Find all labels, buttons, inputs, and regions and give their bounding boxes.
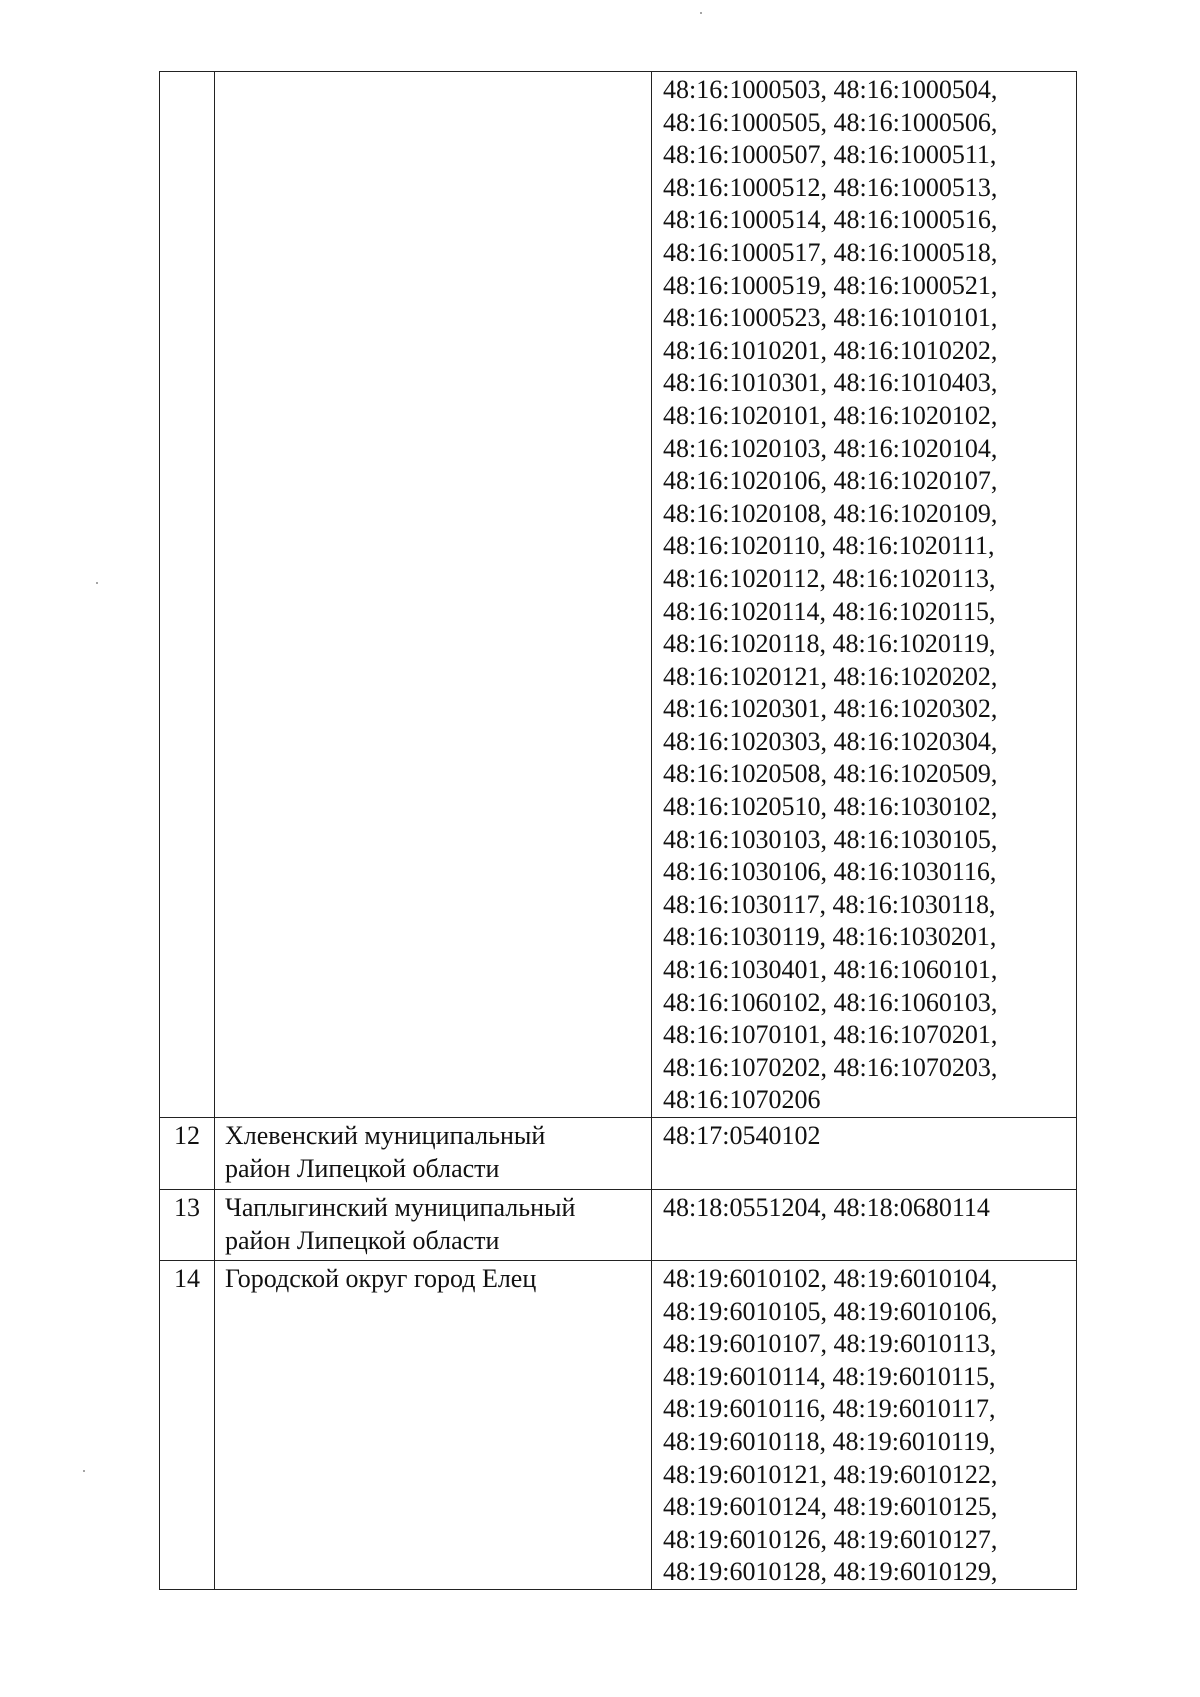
row-number: 14	[174, 1264, 200, 1293]
cadastral-code-line: 48:16:1030106, 48:16:1030116,	[663, 857, 997, 887]
cadastral-code-line: 48:16:1020301, 48:16:1020302,	[663, 694, 998, 724]
cadastral-code-line: 48:19:6010121, 48:19:6010122,	[663, 1459, 998, 1489]
cadastral-code-line: 48:16:1020108, 48:16:1020109,	[663, 498, 998, 528]
cadastral-code-line: 48:16:1000507, 48:16:1000511,	[663, 140, 997, 170]
cadastral-code-line: 48:18:0551204, 48:18:0680114	[663, 1193, 990, 1222]
municipality-name-cell	[215, 1261, 652, 1590]
row-number: 13	[174, 1193, 200, 1222]
cadastral-code-line: 48:16:1000503, 48:16:1000504,	[663, 75, 998, 104]
cadastral-code-line: 48:16:1000523, 48:16:1010101,	[663, 303, 998, 333]
cadastral-codes-cell	[652, 1190, 1077, 1261]
cadastral-code-line: 48:19:6010126, 48:19:6010127,	[663, 1524, 998, 1554]
cadastral-code-line: 48:16:1020112, 48:16:1020113,	[663, 563, 996, 593]
cadastral-code-line: 48:19:6010107, 48:19:6010113,	[663, 1329, 997, 1359]
cadastral-code-line: 48:16:1070101, 48:16:1070201,	[663, 1020, 998, 1050]
cadastral-code-line: 48:19:6010118, 48:19:6010119,	[663, 1426, 996, 1456]
scan-speck	[83, 1470, 85, 1472]
cadastral-code-line: 48:19:6010116, 48:19:6010117,	[663, 1394, 996, 1424]
cadastral-code-line: 48:19:6010128, 48:19:6010129,	[663, 1557, 998, 1587]
row-number-cell	[160, 1261, 215, 1590]
row-number-cell	[160, 72, 215, 1118]
cadastral-code-line: 48:19:6010105, 48:19:6010106,	[663, 1296, 998, 1326]
municipality-name-line: район Липецкой области	[225, 1153, 500, 1183]
cadastral-code-line: 48:16:1000505, 48:16:1000506,	[663, 107, 998, 137]
table-row	[160, 1261, 1077, 1590]
cadastral-code-line: 48:16:1000519, 48:16:1000521,	[663, 270, 998, 300]
cadastral-code-line: 48:16:1020110, 48:16:1020111,	[663, 531, 995, 561]
cadastral-code-line: 48:19:6010114, 48:19:6010115,	[663, 1361, 996, 1391]
cadastral-code-line: 48:16:1020118, 48:16:1020119,	[663, 629, 996, 659]
cadastral-code-line: 48:19:6010124, 48:19:6010125,	[663, 1492, 998, 1522]
cadastral-codes-cell	[652, 1261, 1077, 1590]
cadastral-code-line: 48:16:1020114, 48:16:1020115,	[663, 596, 996, 626]
cadastral-code-line: 48:16:1030117, 48:16:1030118,	[663, 889, 996, 919]
cadastral-code-line: 48:16:1070202, 48:16:1070203,	[663, 1052, 998, 1082]
cadastral-code-line: 48:16:1030103, 48:16:1030105,	[663, 824, 998, 854]
cadastral-code-line: 48:16:1030119, 48:16:1030201,	[663, 922, 997, 952]
municipality-name-cell	[215, 1118, 652, 1190]
table-row	[160, 1190, 1077, 1261]
cadastral-code-line: 48:19:6010102, 48:19:6010104,	[663, 1264, 998, 1293]
cadastral-code-line: 48:16:1020510, 48:16:1030102,	[663, 792, 998, 822]
municipality-name-line: Чаплыгинский муниципальный	[225, 1193, 576, 1222]
municipality-name-cell	[215, 1190, 652, 1261]
cadastral-code-line: 48:16:1020106, 48:16:1020107,	[663, 466, 998, 496]
cadastral-code-line: 48:16:1020303, 48:16:1020304,	[663, 726, 998, 756]
cadastral-code-line: 48:16:1070206	[663, 1085, 821, 1115]
municipality-name-cell	[215, 72, 652, 1118]
table-body	[160, 72, 1077, 1590]
cadastral-code-line: 48:16:1020103, 48:16:1020104,	[663, 433, 998, 463]
cadastral-code-line: 48:16:1000514, 48:16:1000516,	[663, 205, 998, 235]
cadastral-codes-cell	[652, 72, 1077, 1118]
cadastral-code-line: 48:16:1000512, 48:16:1000513,	[663, 172, 998, 202]
cadastral-code-line: 48:16:1020121, 48:16:1020202,	[663, 661, 998, 691]
row-number-cell	[160, 1118, 215, 1190]
row-number-cell	[160, 1190, 215, 1261]
municipal-codes-table	[159, 71, 1077, 1590]
table-row	[160, 72, 1077, 1118]
table-row	[160, 1118, 1077, 1190]
cadastral-code-line: 48:16:1020508, 48:16:1020509,	[663, 759, 998, 789]
scan-speck	[700, 12, 702, 14]
municipality-name-line: район Липецкой области	[225, 1225, 500, 1255]
cadastral-code-line: 48:16:1060102, 48:16:1060103,	[663, 987, 998, 1017]
municipality-name-line: Городской округ город Елец	[225, 1264, 537, 1293]
scan-speck	[96, 582, 98, 584]
municipality-name-line: Хлевенский муниципальный	[225, 1121, 546, 1150]
cadastral-code-line: 48:16:1030401, 48:16:1060101,	[663, 955, 998, 985]
cadastral-codes-cell	[652, 1118, 1077, 1190]
cadastral-code-line: 48:16:1010301, 48:16:1010403,	[663, 368, 998, 398]
cadastral-code-line: 48:16:1000517, 48:16:1000518,	[663, 237, 998, 267]
cadastral-code-line: 48:17:0540102	[663, 1121, 821, 1150]
cadastral-code-line: 48:16:1020101, 48:16:1020102,	[663, 400, 998, 430]
row-number: 12	[174, 1121, 200, 1150]
cadastral-code-line: 48:16:1010201, 48:16:1010202,	[663, 335, 998, 365]
